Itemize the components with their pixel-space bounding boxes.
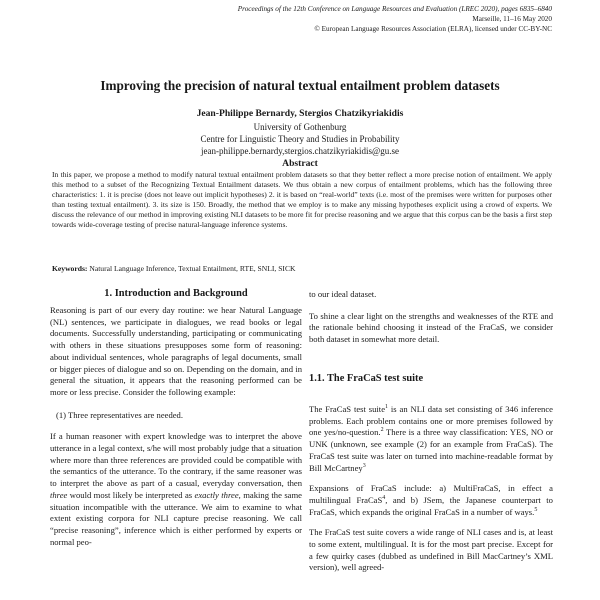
proceedings-line: Proceedings of the 12th Conference on Language Resources and Evaluation (LREC 2020), pages 6835–6840 <box>237 5 552 13</box>
affiliation-university: University of Gothenburg <box>253 122 347 132</box>
affiliation-centre: Centre for Linguistic Theory and Studies in Probability <box>200 134 400 144</box>
fracas-p2-a: Expansions of FraCaS include: a) MultiFraCaS, in effect a multilingual FraCaS <box>309 483 553 505</box>
subsection-heading-fracas: 1.1. The FraCaS test suite <box>309 373 424 384</box>
paper-authors: Jean-Philippe Bernardy, Stergios Chatzikyriakidis <box>196 108 404 119</box>
right-column-top <box>309 289 553 346</box>
footnote-2-marker: 2 <box>380 427 384 434</box>
fracas-p1-c: There is a three way classification: YES, NO or UNK (unknown, see example (2) for an example from FraCaS). The FraCaS test suite was later on turned into machine-readable format by Bill McCartney <box>309 427 553 473</box>
footnote-1-marker: 1 <box>385 404 389 411</box>
footnote-5-marker: 5 <box>534 506 538 513</box>
page-header <box>238 4 552 34</box>
intro-p2-three: three <box>50 489 68 500</box>
example-1: (1) Three representatives are needed. <box>56 409 184 420</box>
footnote-4-marker: 4 <box>382 495 386 502</box>
copyright-line: © European Language Resources Association (ELRA), licensed under CC-BY-NC <box>314 25 552 33</box>
fracas-paragraph-1 <box>309 404 553 474</box>
keywords-label: Keywords: <box>52 264 88 273</box>
right-paragraph-1: To shine a clear light on the strengths and weaknesses of the RTE and the rationale behind choosing it instead of the FraCaS, we consider both dataset in somewhat more detail. <box>309 310 553 345</box>
abstract-text: In this paper, we propose a method to modify natural textual entailment problem datasets so that they better reflect a more precise notion of entailment. We apply this method to a subset of the Recognizing Textual Entailment datasets. We thus obtain a new corpus of entailment problems, which has the following three characteristics: 1. it is precise (does not leave out implicit hypotheses) 2. it is based on “real-world” texts (i.e. most of the premises were written for purposes other than testing textual entailment). 3. its size is 150. Broadly, the method that we employ is to make any missing hypotheses explicit using a crowd of experts. We discuss the relevance of our method in improving existing NLI datasets to be more fit for precise reasoning and we argue that this corpus can be the basis a first step towards wide-coverage testing of precise natural-language inference systems. <box>52 170 552 230</box>
fracas-paragraph-2 <box>309 483 553 518</box>
abstract-heading: Abstract <box>282 158 318 169</box>
keywords <box>52 264 552 273</box>
intro-p2-exactly-three: exactly three <box>194 489 239 500</box>
section-heading-introduction: 1. Introduction and Background <box>104 288 248 299</box>
intro-p2-part-a: If a human reasoner with expert knowledge was to interpret the above utterance in a legal context, s/he will most probably judge that a situation where more than three references are provided could be compatible with the semantics of the utterance. To the contrary, if the same reasoner was to interpret the above as part of a casual, everyday conversation, then <box>50 431 302 489</box>
fracas-p1-a: The FraCaS test suite <box>309 404 386 414</box>
fracas-p1-b: is an NLI data set consisting of 346 inference problems. Each problem contains one or more premises followed by one yes/no-question. <box>309 404 553 438</box>
right-paragraph-0: to our ideal dataset. <box>309 289 377 299</box>
fracas-p2-b: , and b) JSem, the Japanese counterpart to FraCaS, which expands the original FraCaS in a number of ways. <box>309 494 553 517</box>
keywords-text: Natural Language Inference, Textual Entailment, RTE, SNLI, SICK <box>89 264 296 273</box>
paper-title: Improving the precision of natural textual entailment problem datasets <box>100 78 500 93</box>
location-line: Marseille, 11–16 May 2020 <box>472 15 552 23</box>
intro-p2-part-b: would most likely be interpreted as <box>67 489 195 500</box>
footnote-3-marker: 3 <box>362 462 366 469</box>
left-column-body <box>50 305 302 548</box>
right-column-body <box>309 404 553 574</box>
author-emails: jean-philippe.bernardy,stergios.chatzikyriakidis@gu.se <box>201 146 399 156</box>
fracas-paragraph-3: The FraCaS test suite covers a wide range of NLI cases and is, at least to some extent, multilingual. It is for the most part precise. Except for a few quirky cases (dubbed as undefined in Bill MacCartney’s XML version), well agreed- <box>309 527 553 573</box>
intro-p2-part-c: , making the same situation incompatible with the utterance. We aim to examine to what extent existing corpora for NLI capture precise reasoning. We call “precise reasoning”, inference which is either performed by experts or normal peo- <box>50 489 302 547</box>
intro-paragraph-1: Reasoning is part of our every day routine: we hear Natural Language (NL) sentences, we participate in dialogues, we read books or legal documents. Successfully understanding, participating or communicating with others in these situations presupposes some form of reasoning: about individual sentences, whole paragraphs of legal documents, small or bigger pieces of dialogue and so on. Depending on the domain, and in general the situation, it appears that the reasoning performed can be more or less precise. Consider the following example: <box>50 305 302 397</box>
intro-paragraph-2 <box>50 431 302 548</box>
